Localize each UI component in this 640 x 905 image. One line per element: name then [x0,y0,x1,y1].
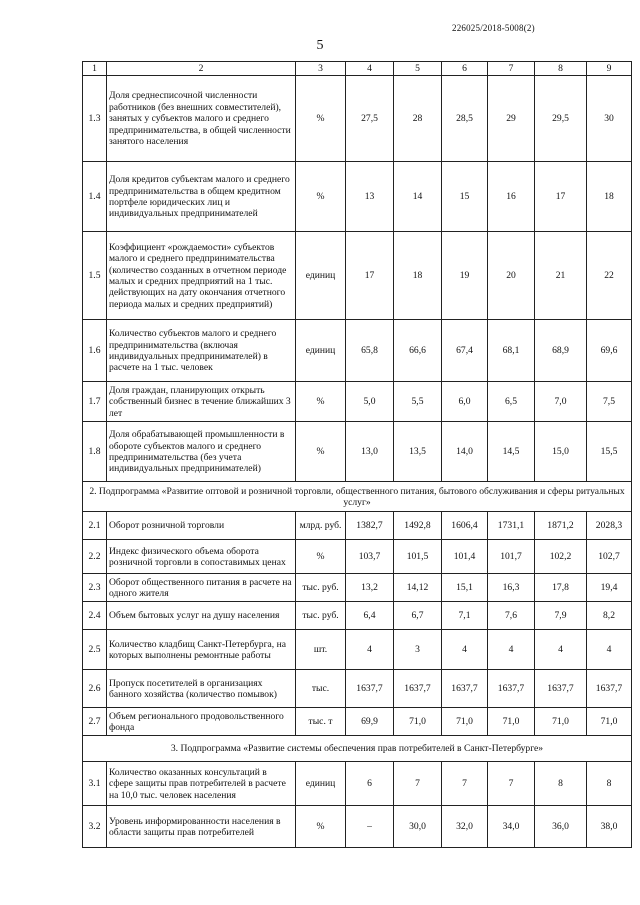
value-cell: 19 [442,232,488,320]
value-cell: 14,0 [442,422,488,482]
row-number: 2.5 [83,630,107,670]
value-cell: 8 [587,762,632,806]
indicator-name: Количество кладбищ Санкт-Петербурга, на которых выполнены ремонтные работы [107,630,296,670]
value-cell: 13,0 [346,422,394,482]
header-row [83,62,632,76]
indicator-name: Оборот розничной торговли [107,512,296,540]
unit-cell: тыс. т [296,708,346,736]
value-cell: 102,7 [587,540,632,574]
value-cell: 65,8 [346,320,394,382]
indicator-name: Уровень информированности населения в области защиты прав потребителей [107,806,296,848]
value-cell: 69,9 [346,708,394,736]
value-cell: 71,0 [442,708,488,736]
table-row [83,382,632,422]
table-row [83,512,632,540]
value-cell: 101,7 [488,540,535,574]
value-cell: 15,0 [535,422,587,482]
column-header: 7 [488,62,535,76]
unit-cell: % [296,806,346,848]
value-cell: 27,5 [346,76,394,162]
value-cell: 17 [346,232,394,320]
value-cell: 68,9 [535,320,587,382]
table-body [83,62,632,848]
unit-cell: единиц [296,232,346,320]
value-cell: 7 [442,762,488,806]
table-row [83,574,632,602]
indicator-name: Объем регионального продовольственного фонда [107,708,296,736]
unit-cell: % [296,76,346,162]
value-cell: 68,1 [488,320,535,382]
value-cell: 103,7 [346,540,394,574]
value-cell: 16,3 [488,574,535,602]
value-cell: 1637,7 [535,670,587,708]
page-number: 5 [316,38,324,53]
subprogram-title: 2. Подпрограмма «Развитие оптовой и розничной торговли, общественного питания, бытового обслуживания и сферы ритуальных услуг» [83,482,632,512]
table-row [83,540,632,574]
value-cell: 71,0 [488,708,535,736]
column-header: 8 [535,62,587,76]
indicator-name: Доля граждан, планирующих открыть собственный бизнес в течение ближайших 3 лет [107,382,296,422]
unit-cell: млрд. руб. [296,512,346,540]
value-cell: 7,5 [587,382,632,422]
indicator-name: Индекс физического объема оборота розничной торговли в сопоставимых ценах [107,540,296,574]
value-cell: 1492,8 [394,512,442,540]
value-cell: 1637,7 [394,670,442,708]
value-cell: 17,8 [535,574,587,602]
value-cell: – [346,806,394,848]
value-cell: 21 [535,232,587,320]
value-cell: 6,0 [442,382,488,422]
value-cell: 30,0 [394,806,442,848]
column-header: 2 [107,62,296,76]
value-cell: 13,5 [394,422,442,482]
value-cell: 13,2 [346,574,394,602]
value-cell: 4 [587,630,632,670]
table-row [83,762,632,806]
table-row [83,232,632,320]
row-number: 2.2 [83,540,107,574]
value-cell: 67,4 [442,320,488,382]
indicators-table [82,61,632,848]
value-cell: 4 [442,630,488,670]
table-row [83,670,632,708]
value-cell: 1637,7 [442,670,488,708]
column-header: 4 [346,62,394,76]
value-cell: 1871,2 [535,512,587,540]
column-header: 6 [442,62,488,76]
row-number: 1.6 [83,320,107,382]
table-row [83,76,632,162]
value-cell: 8 [535,762,587,806]
value-cell: 36,0 [535,806,587,848]
value-cell: 18 [587,162,632,232]
value-cell: 32,0 [442,806,488,848]
row-number: 3.2 [83,806,107,848]
row-number: 2.1 [83,512,107,540]
indicator-name: Пропуск посетителей в организациях банного хозяйства (количество помывок) [107,670,296,708]
column-header: 1 [83,62,107,76]
value-cell: 7 [394,762,442,806]
indicator-name: Коэффициент «рождаемости» субъектов малого и среднего предпринимательства (количество созданных в отчетном периоде малых и средних предприятий на 1 тыс. действующих на дату окончания отчетного периода малых и средних предприятий) [107,232,296,320]
value-cell: 30 [587,76,632,162]
unit-cell: единиц [296,320,346,382]
section-row [83,736,632,762]
value-cell: 2028,3 [587,512,632,540]
table-row [83,162,632,232]
value-cell: 19,4 [587,574,632,602]
value-cell: 7 [488,762,535,806]
indicator-name: Количество оказанных консультаций в сфере защиты прав потребителей в расчете на 10,0 тыс. человек населения [107,762,296,806]
table-row [83,602,632,630]
subprogram-title: 3. Подпрограмма «Развитие системы обеспечения прав потребителей в Санкт-Петербурге» [83,736,632,762]
value-cell: 66,6 [394,320,442,382]
value-cell: 1637,7 [346,670,394,708]
unit-cell: % [296,540,346,574]
value-cell: 69,6 [587,320,632,382]
value-cell: 4 [488,630,535,670]
value-cell: 8,2 [587,602,632,630]
row-number: 2.7 [83,708,107,736]
value-cell: 16 [488,162,535,232]
value-cell: 4 [346,630,394,670]
indicator-name: Объем бытовых услуг на душу населения [107,602,296,630]
unit-cell: единиц [296,762,346,806]
value-cell: 20 [488,232,535,320]
value-cell: 5,5 [394,382,442,422]
value-cell: 22 [587,232,632,320]
indicator-name: Оборот общественного питания в расчете на одного жителя [107,574,296,602]
row-number: 1.8 [83,422,107,482]
value-cell: 29,5 [535,76,587,162]
row-number: 1.4 [83,162,107,232]
value-cell: 15,5 [587,422,632,482]
value-cell: 1606,4 [442,512,488,540]
value-cell: 18 [394,232,442,320]
value-cell: 3 [394,630,442,670]
row-number: 2.3 [83,574,107,602]
indicator-name: Доля кредитов субъектам малого и среднего предпринимательства в общем кредитном портфеле юридических лиц и индивидуальных предпринимателей [107,162,296,232]
value-cell: 6,5 [488,382,535,422]
unit-cell: тыс. [296,670,346,708]
section-row [83,482,632,512]
value-cell: 1637,7 [587,670,632,708]
table-row [83,708,632,736]
table-row [83,320,632,382]
value-cell: 71,0 [394,708,442,736]
value-cell: 38,0 [587,806,632,848]
value-cell: 71,0 [587,708,632,736]
value-cell: 4 [535,630,587,670]
value-cell: 17 [535,162,587,232]
row-number: 1.7 [83,382,107,422]
value-cell: 14,5 [488,422,535,482]
value-cell: 6,7 [394,602,442,630]
value-cell: 1731,1 [488,512,535,540]
table-row [83,806,632,848]
value-cell: 14 [394,162,442,232]
row-number: 2.6 [83,670,107,708]
row-number: 3.1 [83,762,107,806]
value-cell: 7,1 [442,602,488,630]
unit-cell: шт. [296,630,346,670]
table-row [83,630,632,670]
value-cell: 34,0 [488,806,535,848]
value-cell: 102,2 [535,540,587,574]
value-cell: 71,0 [535,708,587,736]
value-cell: 101,4 [442,540,488,574]
value-cell: 13 [346,162,394,232]
value-cell: 1382,7 [346,512,394,540]
table-row [83,422,632,482]
row-number: 2.4 [83,602,107,630]
indicator-name: Доля среднесписочной численности работников (без внешних совместителей), занятых у субъектов малого и среднего предпринимательства, в общей численности занятого населения [107,76,296,162]
row-number: 1.3 [83,76,107,162]
value-cell: 29 [488,76,535,162]
unit-cell: % [296,422,346,482]
value-cell: 7,6 [488,602,535,630]
document-number: 226025/2018-5008(2) [452,23,535,33]
value-cell: 28,5 [442,76,488,162]
value-cell: 6 [346,762,394,806]
unit-cell: тыс. руб. [296,602,346,630]
value-cell: 101,5 [394,540,442,574]
unit-cell: тыс. руб. [296,574,346,602]
column-header: 3 [296,62,346,76]
value-cell: 1637,7 [488,670,535,708]
value-cell: 5,0 [346,382,394,422]
indicator-name: Доля обрабатывающей промышленности в обороте субъектов малого и среднего предпринимательства (без учета индивидуальных предпринимателей) [107,422,296,482]
value-cell: 14,12 [394,574,442,602]
value-cell: 15 [442,162,488,232]
value-cell: 28 [394,76,442,162]
unit-cell: % [296,162,346,232]
value-cell: 15,1 [442,574,488,602]
indicator-name: Количество субъектов малого и среднего предпринимательства (включая индивидуальных предпринимателей) в расчете на 1 тыс. человек [107,320,296,382]
value-cell: 7,9 [535,602,587,630]
value-cell: 6,4 [346,602,394,630]
column-header: 9 [587,62,632,76]
row-number: 1.5 [83,232,107,320]
column-header: 5 [394,62,442,76]
unit-cell: % [296,382,346,422]
value-cell: 7,0 [535,382,587,422]
